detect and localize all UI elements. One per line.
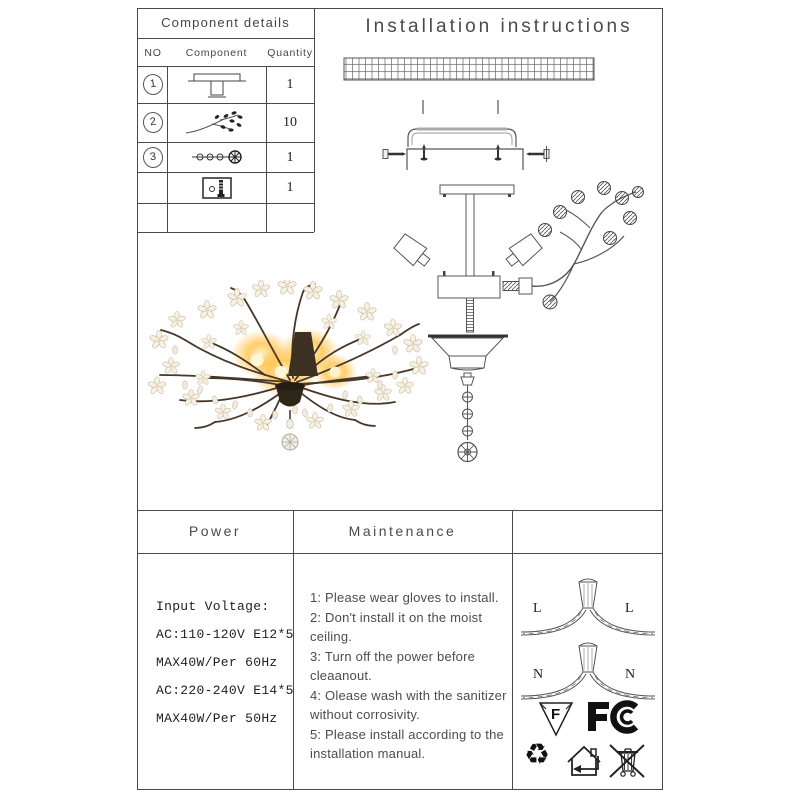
table-line bbox=[137, 203, 314, 204]
wire-label-n-right: N bbox=[625, 667, 636, 682]
wire-label-l-left: L bbox=[533, 601, 542, 616]
ceiling-bar bbox=[344, 58, 594, 80]
row-number-2 bbox=[143, 112, 163, 133]
table-right-border bbox=[314, 8, 315, 232]
side-screw-icon bbox=[526, 146, 549, 162]
power-line: AC:220-240V E14*5 bbox=[156, 683, 294, 698]
wire-label-n-left: N bbox=[533, 667, 544, 682]
row-number-3 bbox=[143, 147, 163, 168]
wire-nut-icon bbox=[579, 579, 597, 608]
maintenance-item: 1: Please wear gloves to install. bbox=[310, 590, 499, 605]
threaded-rod bbox=[467, 298, 474, 332]
body bbox=[438, 276, 500, 298]
circled-number: 2 bbox=[142, 111, 165, 135]
mounting-bar bbox=[408, 129, 516, 161]
power-line: MAX40W/Per 50Hz bbox=[156, 711, 278, 726]
fcc-mark-icon bbox=[584, 698, 642, 736]
power-line: MAX40W/Per 60Hz bbox=[156, 655, 278, 670]
quantity-4: 1 bbox=[286, 180, 294, 195]
crystal-chain-icon bbox=[190, 147, 246, 167]
quantity-3: 1 bbox=[286, 150, 294, 165]
table-line bbox=[137, 103, 314, 104]
circled-number: 3 bbox=[142, 146, 165, 170]
section-divider bbox=[512, 510, 513, 790]
table-line bbox=[137, 66, 314, 67]
table-line bbox=[137, 172, 314, 173]
quantity-2: 10 bbox=[283, 115, 297, 130]
column-header-component: Component bbox=[185, 47, 248, 59]
table-line bbox=[137, 232, 314, 233]
screw-icon bbox=[495, 144, 502, 161]
maintenance-item: 4: Olease wash with the sanitizer without corrosivity. bbox=[310, 687, 507, 722]
column-header-no: NO bbox=[144, 47, 162, 59]
maintenance-title: Maintenance bbox=[348, 523, 457, 539]
table-col-line bbox=[167, 66, 168, 232]
canopy bbox=[440, 185, 514, 194]
wire-label-l-right: L bbox=[625, 601, 634, 616]
installation-title: Installation instructions bbox=[365, 16, 633, 37]
recycle-icon: ♻ bbox=[524, 739, 550, 771]
maintenance-list bbox=[310, 588, 510, 764]
power-line: Input Voltage: bbox=[156, 599, 270, 614]
component-table-title: Component details bbox=[161, 15, 290, 30]
row-number-1 bbox=[143, 74, 163, 95]
indoor-use-icon bbox=[565, 742, 603, 780]
f-mark-icon bbox=[537, 697, 575, 737]
fixture-assembly bbox=[393, 182, 644, 462]
wiring-diagram bbox=[515, 572, 660, 700]
power-title: Power bbox=[188, 523, 242, 539]
table-line bbox=[137, 38, 314, 39]
maintenance-item: 2: Don't install it on the moist ceiling. bbox=[310, 609, 483, 644]
quantity-1: 1 bbox=[286, 77, 294, 92]
power-line: AC:110-120V E12*5 bbox=[156, 627, 294, 642]
lamp-socket bbox=[502, 232, 543, 271]
section-line bbox=[137, 510, 663, 511]
chandelier-photo bbox=[145, 280, 430, 465]
screw-icon bbox=[421, 144, 428, 161]
bulb bbox=[330, 367, 341, 378]
wire-nut-icon bbox=[579, 643, 597, 672]
bulb bbox=[251, 354, 264, 367]
crystal-branch-icon bbox=[182, 107, 252, 139]
hardware-pack-icon bbox=[201, 175, 233, 201]
section-line bbox=[137, 553, 663, 554]
crystal-drop-chain bbox=[458, 373, 477, 462]
maintenance-item: 5: Please install according to the installation manual. bbox=[310, 726, 504, 761]
table-line bbox=[137, 142, 314, 143]
bulb bbox=[275, 366, 287, 378]
canopy-mount-icon bbox=[186, 70, 248, 100]
bowl-shade bbox=[428, 336, 508, 370]
lamp-socket bbox=[393, 232, 434, 271]
column-header-quantity: Quantity bbox=[267, 47, 313, 59]
cross-bracket bbox=[383, 146, 549, 170]
f-letter: F bbox=[551, 706, 561, 723]
weee-bin-icon bbox=[606, 739, 648, 781]
power-specs bbox=[156, 593, 294, 733]
circled-number: 1 bbox=[142, 73, 165, 97]
side-screw-icon bbox=[383, 150, 406, 159]
maintenance-item: 3: Turn off the power before cleaanout. bbox=[310, 648, 476, 683]
stem-rod bbox=[466, 194, 474, 276]
